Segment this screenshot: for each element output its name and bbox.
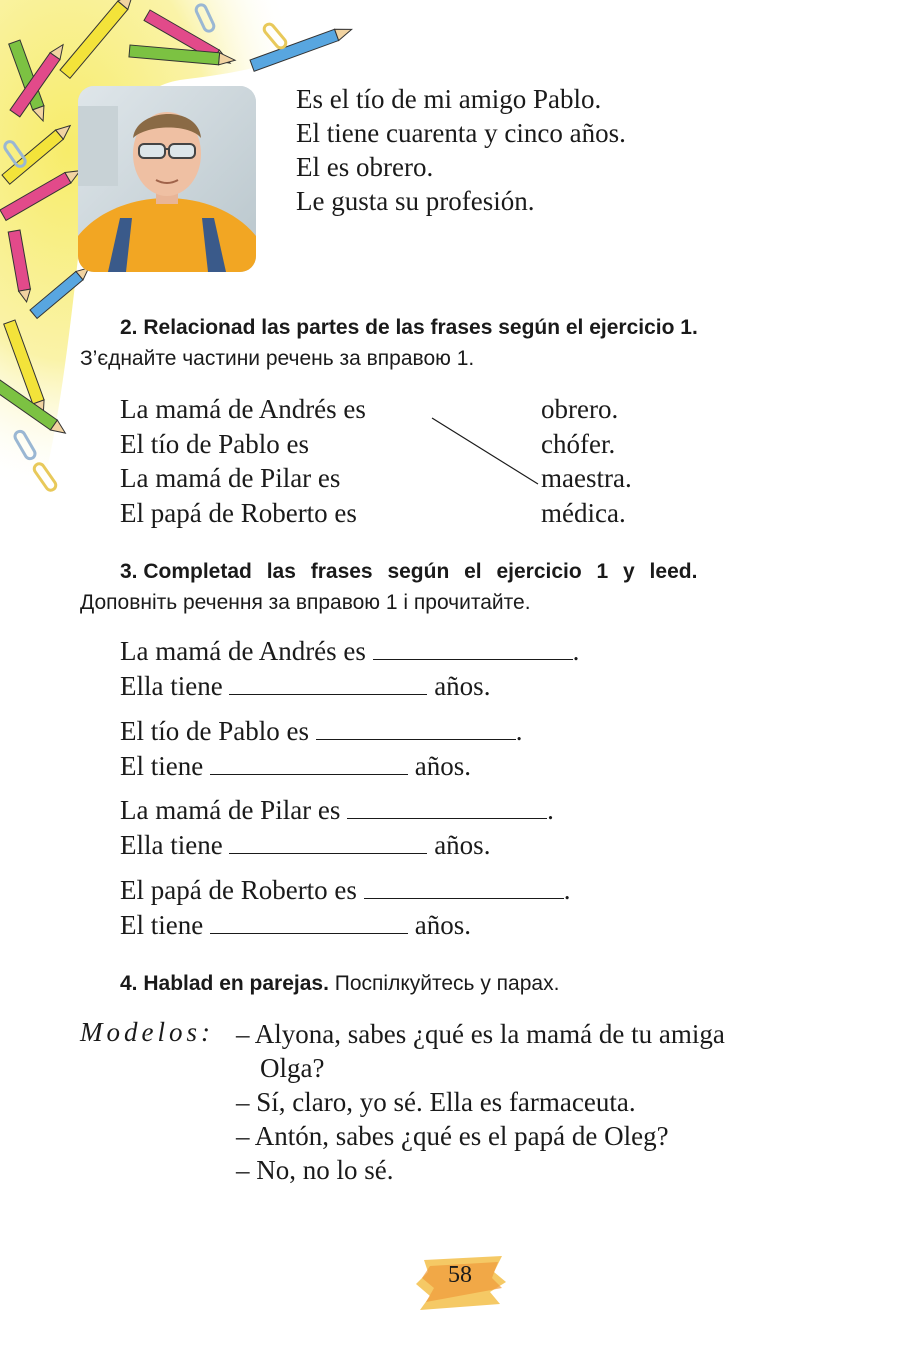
years-word: años. (434, 829, 491, 860)
fill-prompt: La mamá de Pilar es (120, 795, 341, 825)
match-left-item: El papá de Roberto es (120, 497, 357, 528)
exercise-title-es: Relacionad las partes de las frases según el ejercicio 1. (143, 316, 698, 339)
fill-prompt: Ella tiene (120, 670, 223, 701)
fill-group-1 (120, 634, 579, 703)
dialog-line: – No, no lo sé. (236, 1155, 394, 1185)
period: . (572, 636, 580, 666)
page-number: 58 (448, 1262, 472, 1288)
intro-line: Es el tío de mi amigo Pablo. (296, 84, 602, 114)
model-dialog (236, 1017, 725, 1187)
fill-blank[interactable] (373, 637, 573, 660)
match-right-item: chófer. (541, 428, 616, 459)
fill-blank[interactable] (347, 796, 547, 819)
fill-prompt: El tío de Pablo es (120, 716, 309, 746)
intro-line: El es obrero. (296, 152, 434, 182)
match-example-line (0, 0, 918, 600)
match-left-item: La mamá de Pilar es (120, 463, 341, 493)
match-right-item: maestra. (541, 463, 632, 493)
dialog-line: – Sí, claro, yo sé. Ella es farmaceuta. (236, 1087, 636, 1117)
match-right-item: obrero. (541, 394, 619, 424)
fill-blank[interactable] (229, 672, 427, 695)
exercise-number: 2. (120, 316, 138, 339)
fill-blank[interactable] (229, 831, 427, 854)
exercise-title-ua: З’єднайте частини речень за вправою 1. (80, 347, 475, 370)
page-number-tab (410, 1252, 510, 1316)
fill-blank[interactable] (210, 911, 408, 934)
fill-group-2 (120, 714, 522, 783)
fill-group-4 (120, 873, 570, 942)
exercise-number: 4. (120, 972, 138, 995)
fill-blank[interactable] (210, 752, 408, 775)
exercise-title-es: Hablad en parejas. (143, 972, 329, 995)
match-right-item: médica. (541, 497, 626, 528)
years-word: años. (414, 750, 471, 781)
fill-blank[interactable] (316, 717, 516, 740)
years-word: años. (414, 909, 471, 940)
fill-group-3 (120, 793, 554, 862)
fill-prompt: El tiene (120, 750, 204, 781)
period: . (515, 716, 523, 746)
dialog-line: – Alyona, sabes ¿qué es la mamá de tu amiga (236, 1019, 725, 1049)
fill-prompt: Ella tiene (120, 829, 223, 860)
intro-line: El tiene cuarenta y cinco años. (296, 118, 626, 148)
dialog-line: – Antón, sabes ¿qué es el papá de Oleg? (236, 1121, 669, 1151)
exercise-4-heading (80, 968, 845, 999)
exercise-number: 3. (120, 560, 138, 583)
fill-blank[interactable] (364, 876, 564, 899)
exercise-3-heading (80, 556, 845, 618)
match-left-item: La mamá de Andrés es (120, 394, 366, 424)
exercise-title-ua: Поспілкуйтесь у парах. (334, 972, 560, 995)
fill-prompt: La mamá de Andrés es (120, 636, 366, 666)
intro-line: Le gusta su profesión. (296, 186, 535, 216)
exercise-title-es: Completad las frases según el ejercicio 1 y leed. (143, 560, 698, 583)
models-label: Modelos: (80, 1017, 214, 1047)
fill-prompt: El tiene (120, 909, 204, 940)
fill-prompt: El papá de Roberto es (120, 875, 357, 905)
period: . (547, 795, 554, 825)
match-left-item: El tío de Pablo es (120, 428, 309, 459)
years-word: años. (434, 670, 491, 701)
exercise-title-ua: Доповніть речення за вправою 1 і прочитайте. (80, 591, 531, 614)
dialog-line: Olga? (260, 1053, 325, 1083)
period: . (563, 875, 571, 905)
